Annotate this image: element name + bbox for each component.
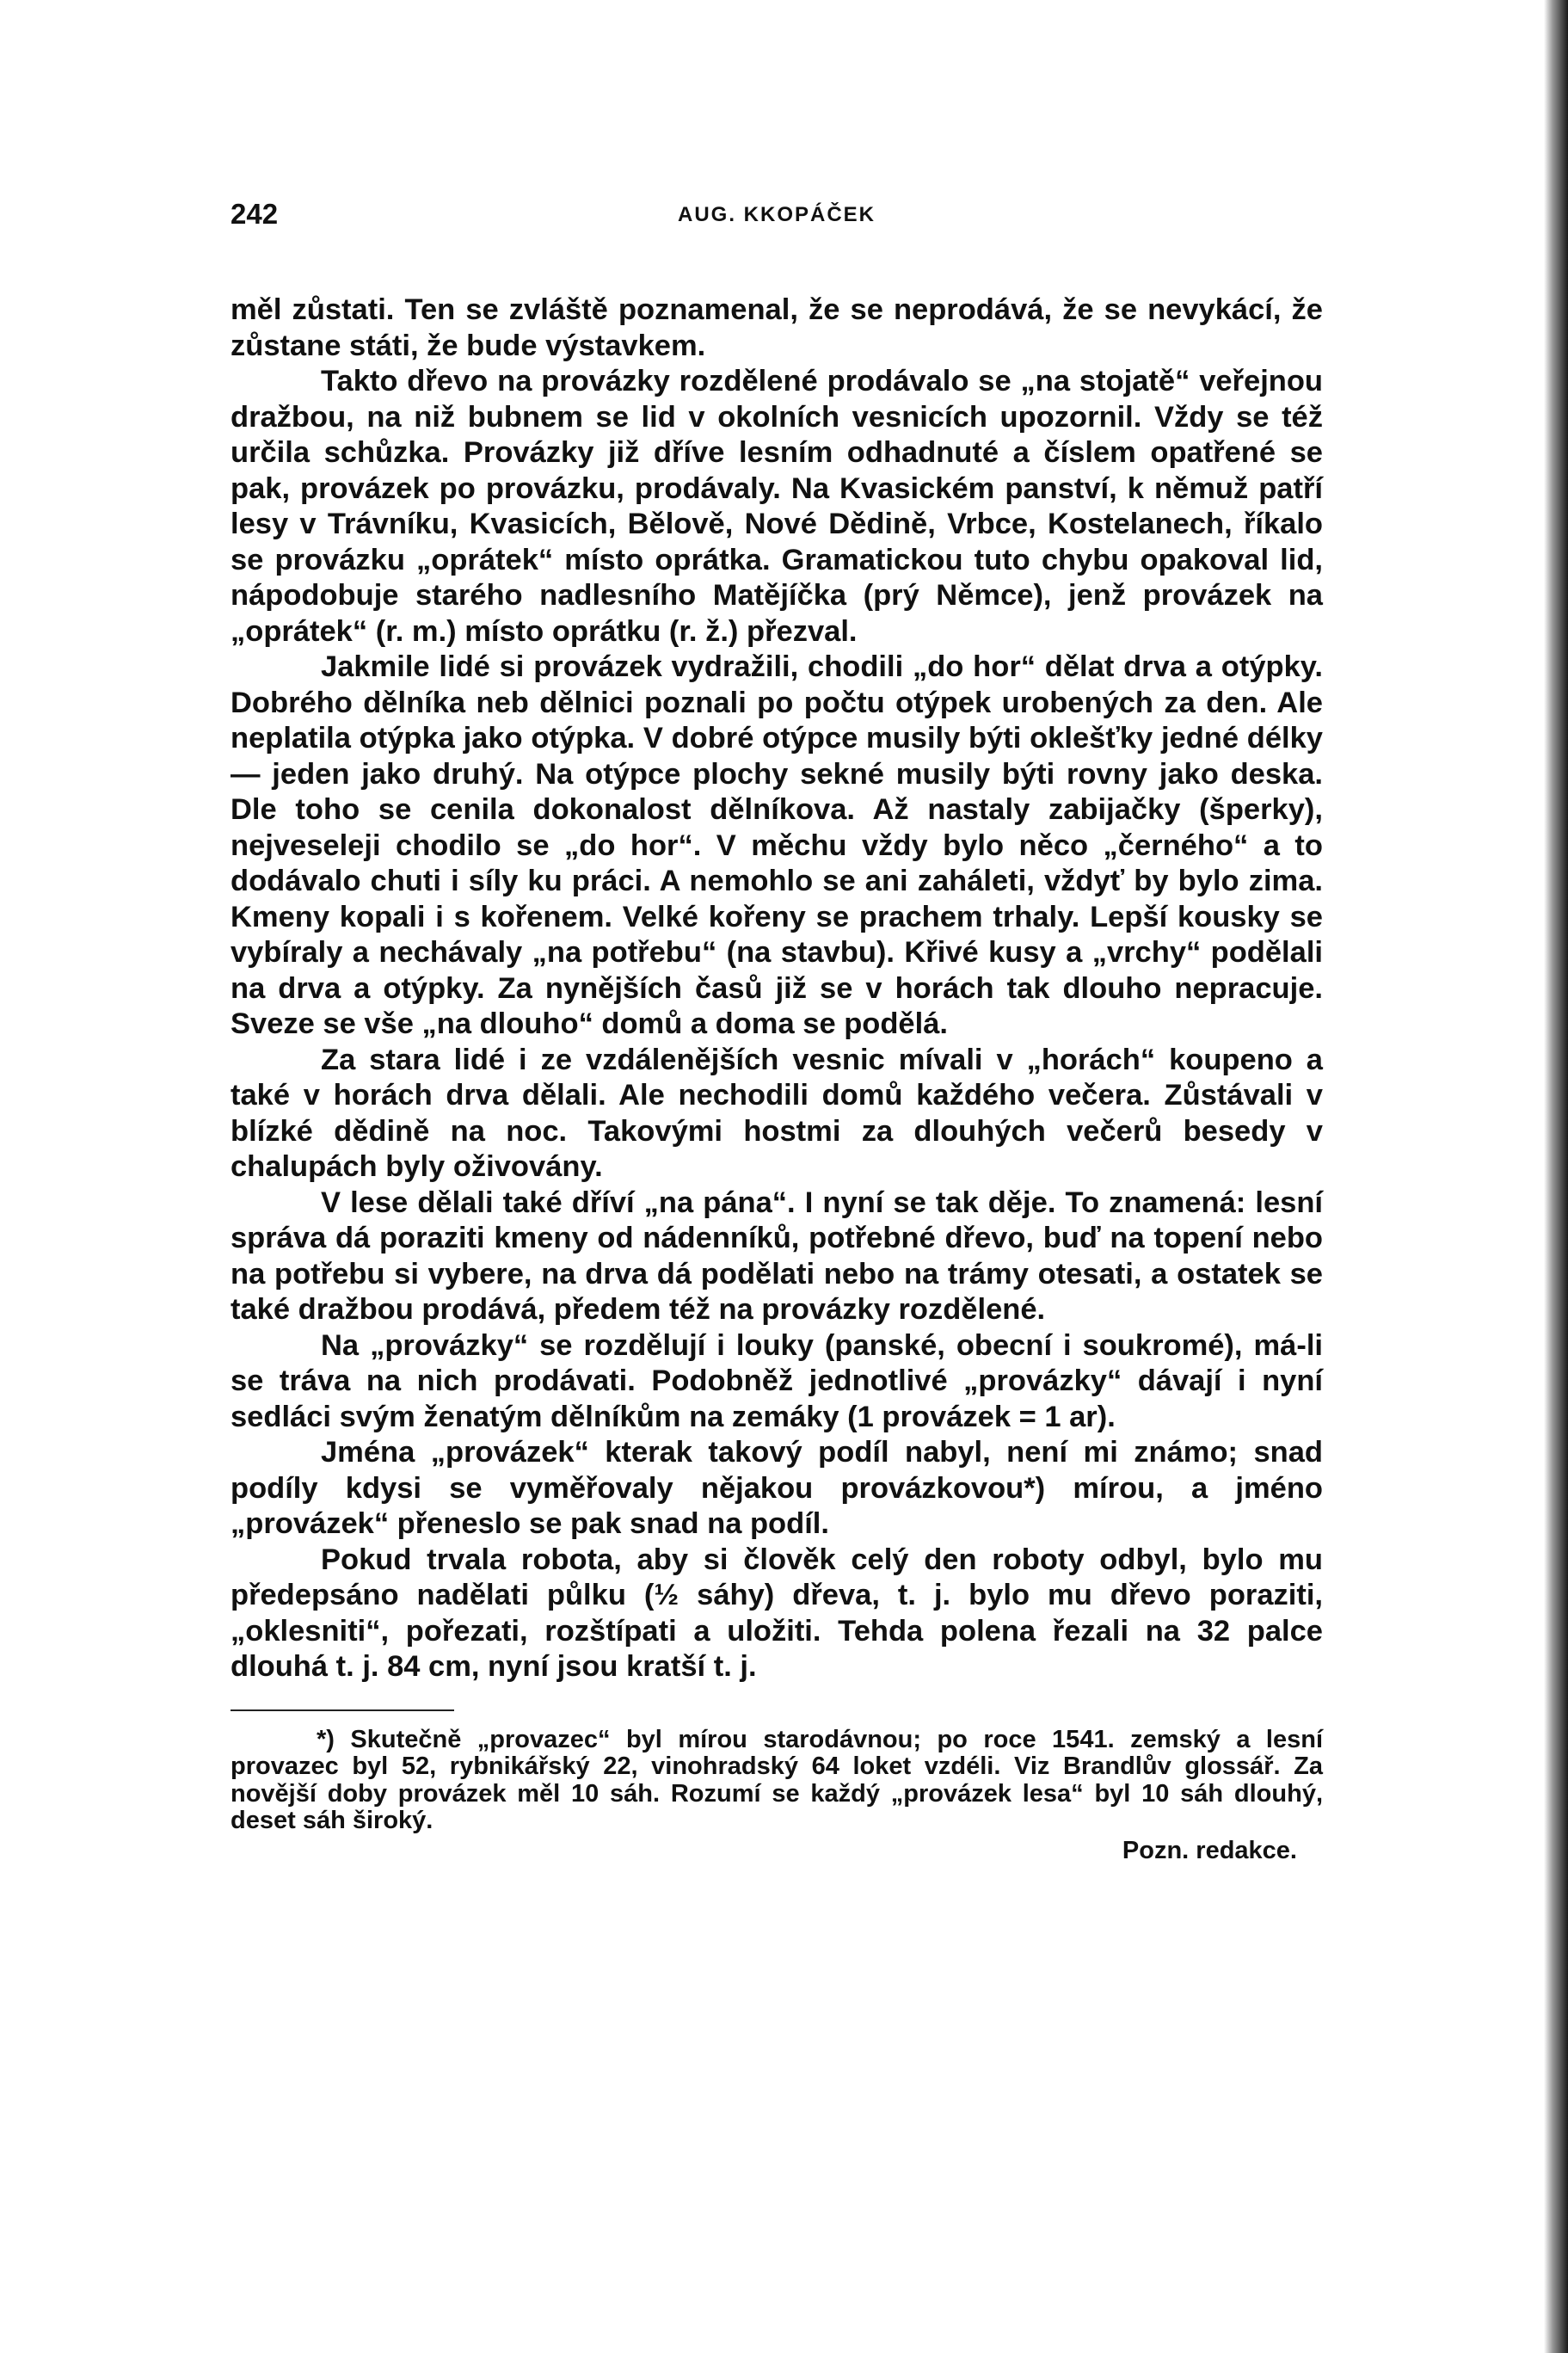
page-number: 242 (231, 198, 279, 230)
paragraph-7: Jména „provázek“ kterak takový podíl nabyl, není mi známo; snad podíly kdysi se vyměřovaly nějakou provázkovou*) mírou, a jméno „provázek“ přeneslo se pak snad na podíl. (231, 1436, 1323, 1540)
paragraph-5: V lese dělali také dříví „na pána“. I nyní se tak děje. To znamená: lesní správa dá poraziti kmeny od nádenníků, potřebné dřevo, buď na topení nebo na potřebu si vybere, na drva dá podělati nebo na trámy otesati, a ostatek se také dražbou prodává, předem též na provázky rozdělené. (231, 1186, 1323, 1326)
paragraph-6: Na „provázky“ se rozdělují i louky (panské, obecní i soukromé), má-li se tráva na nich prodávati. Podobněž jednotlivé „provázky“ dávají i nyní sedláci svým ženatým dělníkům na zemáky (1 provázek = 1 ar). (231, 1328, 1323, 1433)
paragraph-8: Pokud trvala robota, aby si člověk celý den roboty odbyl, bylo mu předepsáno nadělati půlku (½ sáhy) dřeva, t. j. bylo mu dřevo poraziti, „oklesniti“, pořezati, rozštípati a uložiti. Tehda polena řezali na 32 palce dlouhá t. j. 84 cm, nyní jsou kratší t. j. (231, 1543, 1323, 1683)
footnote: *) Skutečně „provazec“ byl mírou starodávnou; po roce 1541. zemský a lesní provazec byl 52, rybnikářský 22, vinohradský 64 loket vzdéli. Viz Brandlův glossář. Za novější doby provázek měl 10 sáh. Rozumí se každý „provázek lesa“ byl 10 sáh dlouhý, deset sáh široký. (231, 1725, 1323, 1834)
paragraph-4: Za stara lidé i ze vzdálenějších vesnic mívali v „horách“ koupeno a také v horách drva dělali. Ale nechodili domů každého večera. Zůstávali v blízké dědině na noc. Takovými hostmi za dlouhých večerů besedy v chalupách byly oživovány. (231, 1043, 1323, 1183)
paragraph-2: Takto dřevo na provázky rozdělené prodávalo se „na stojatě“ veřejnou dražbou, na niž bubnem se lid v okolních vesnicích upozornil. Vždy se též určila schůzka. Provázky již dříve lesním odhadnuté a číslem opatřené se pak, provázek po provázku, prodávaly. Na Kvasickém panství, k němuž patří lesy v Trávníku, Kvasicích, Bělově, Nové Dědině, Vrbce, Kostelanech, říkalo se provázku „oprátek“ místo oprátka. Gramatickou tuto chybu opakoval lid, nápodobuje starého nadlesního Matějíčka (prý Němce), jenž provázek na „oprátek“ (r. m.) místo oprátku (r. ž.) přezval. (231, 365, 1323, 648)
paragraph-3: Jakmile lidé si provázek vydražili, chodili „do hor“ dělat drva a otýpky. Dobrého dělníka neb dělnici poznali po počtu otýpek urobených za den. Ale neplatila otýpka jako otýpka. V dobré otýpce musily býti oklešťky jedné délky — jeden jako druhý. Na otýpce plochy sekné musily býti rovny jako deska. Dle toho se cenila dokonalost dělníkova. Až nastaly zabijačky (šperky), nejveseleji chodilo se „do hor“. V měchu vždy bylo něco „černého“ a to dodávalo chuti i síly ku práci. A nemohlo se ani zaháleti, vždyť by bylo zima. Kmeny kopali i s kořenem. Velké kořeny se prachem trhaly. Lepší kousky se vybíraly a nechávaly „na potřebu“ (na stavbu). Křivé kusy a „vrchy“ podělali na drva a otýpky. Za nynějších časů již se v horách tak dlouho nepracuje. Sveze se vše „na dlouho“ domů a doma se podělá. (231, 650, 1323, 1040)
footnote-divider (231, 1709, 454, 1711)
running-head (231, 198, 1323, 249)
body-text (231, 293, 1323, 1685)
page-edge-shadow (1544, 0, 1568, 2353)
footnote-signature: Pozn. redakce. (1122, 1836, 1297, 1864)
paragraph-1: měl zůstati. Ten se zvláště poznamenal, že se neprodává, že se nevykácí, že zůstane státi, že bude výstavkem. (231, 293, 1323, 362)
book-page (231, 198, 1323, 1866)
running-title: AUG. KKOPÁČEK (677, 203, 876, 226)
